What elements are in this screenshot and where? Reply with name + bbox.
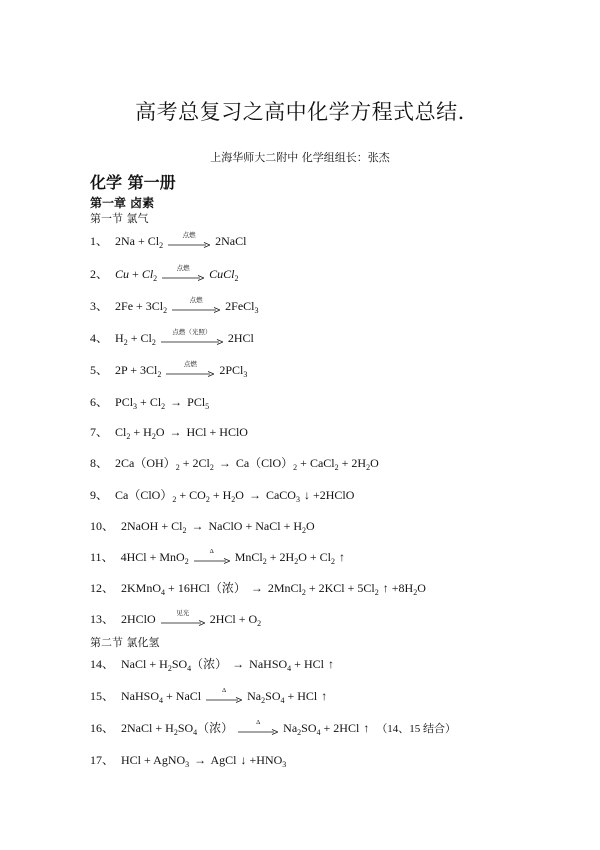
section-heading-2: 第二节 氯化氢 — [90, 636, 160, 649]
equation-number: 2、 — [90, 267, 109, 281]
gas-arrow: ↑ — [382, 581, 389, 595]
equation-3: 3、 $2Fe + 3Cl_2$ 点燃 2FeCl$_3$ — [90, 297, 259, 315]
equation-number: 7、 — [90, 425, 109, 439]
equation-number: 9、 — [90, 488, 109, 502]
equation-number: 15、 — [90, 689, 115, 703]
equation-15: 15、 NaHSO$_4$ + NaCl Δ $Na_2SO_4$ + HCl ↑ — [90, 687, 328, 705]
equation-number: 1、 — [90, 234, 109, 248]
equation-number: 6、 — [90, 395, 109, 409]
equation-6: 6、 $PCl_3 + Cl_2 \to PCl_5$ — [90, 395, 210, 411]
page-title: 高考总复习之高中化学方程式总结. — [135, 100, 465, 124]
equation-13: 13、 2HClO 见光 $2HCl + O_2$ — [90, 610, 262, 628]
equation-number: 8、 — [90, 456, 109, 470]
gas-arrow: ↑ — [327, 657, 334, 671]
equation-number: 11、 — [90, 550, 114, 564]
equation-number: 14、 — [90, 657, 115, 671]
reaction-arrow: Δ — [206, 690, 242, 704]
equation-number: 13、 — [90, 612, 115, 626]
equation-10: 10、 2NaOH + $Cl_2$ → NaClO + NaCl + $H_2O$ — [90, 519, 315, 535]
equation-number: 10、 — [90, 519, 115, 533]
equation-14: 14、 NaCl + $H_2SO_4$（浓） → NaHSO$_4$ + HCl ↑ — [90, 657, 334, 673]
equation-1: 1、 $2Na + Cl_2$ 点燃 2NaCl — [90, 232, 247, 250]
equation-7: 7、 $Cl_2 + H_2O$ → HCl + HClO — [90, 425, 248, 441]
equation-12: 12、 2KMnO$_4$ + 16HCl（浓） → 2MnCl$_2$ + $2KCl + 5Cl_2$ ↑ $+8H_2O$ — [90, 581, 426, 597]
equation-number: 4、 — [90, 331, 109, 345]
equation-16: 16、 2NaCl + $H_2SO_4$（浓） Δ $Na_2SO_4 + 2HCl$ ↑ （14、15 结合） — [90, 719, 457, 737]
gas-arrow: ↑ — [338, 550, 345, 564]
equation-8: 8、 $2Ca(OH)_2 + 2Cl_2 \to Ca(ClO)_2$ + CaCl$_2$ + $2H_2O$ — [90, 456, 379, 472]
equation-number: 16、 — [90, 721, 115, 735]
reaction-arrow: 点燃 — [162, 268, 204, 282]
equation-11: 11、 4HCl + MnO$_2$ Δ MnCl$_2$ + $2H_2O + Cl_2$ ↑ — [90, 548, 345, 566]
equation-number: 17、 — [90, 753, 115, 767]
section-heading-1: 第一节 氯气 — [90, 212, 149, 225]
author-line: 上海华师大二附中 化学组组长：张杰 — [210, 151, 390, 164]
reaction-arrow: Δ — [238, 722, 278, 736]
book-heading: 化学 第一册 — [90, 173, 176, 192]
gas-arrow: ↑ — [363, 721, 370, 735]
equation-2: 2、 $Cu + Cl_2$ 点燃 CuCl$_2$ — [90, 265, 239, 283]
reaction-arrow: 点燃 — [166, 364, 214, 378]
equation-9: 9、 $Ca(ClO)_2 + CO_2 + H_2O$ → CaCO$_3$ ↓ +2HClO — [90, 488, 355, 504]
equation-17: 17、 HCl + AgNO$_3$ → AgCl ↓ $+HNO_3$ — [90, 753, 287, 769]
gas-arrow: ↑ — [321, 689, 328, 703]
equation-number: 3、 — [90, 299, 109, 313]
reaction-arrow: Δ — [194, 551, 230, 565]
equation-number: 12、 — [90, 581, 115, 595]
precipitate-arrow: ↓ — [240, 753, 247, 767]
equation-4: 4、 $H_2 + Cl_2$ 点燃（光照） 2HCl — [90, 329, 254, 347]
equation-number: 5、 — [90, 363, 109, 377]
reaction-arrow: 见光 — [161, 613, 205, 627]
reaction-arrow: 点燃 — [172, 300, 220, 314]
reaction-arrow: 点燃（光照） — [161, 332, 223, 346]
reaction-arrow: 点燃 — [168, 235, 210, 249]
equation-5: 5、 $2P + 3Cl_2$ 点燃 2PCl$_3$ — [90, 361, 248, 379]
precipitate-arrow: ↓ — [303, 488, 310, 502]
chapter-heading: 第一章 卤素 — [90, 196, 155, 210]
combined-note: （14、15 结合） — [376, 723, 457, 735]
